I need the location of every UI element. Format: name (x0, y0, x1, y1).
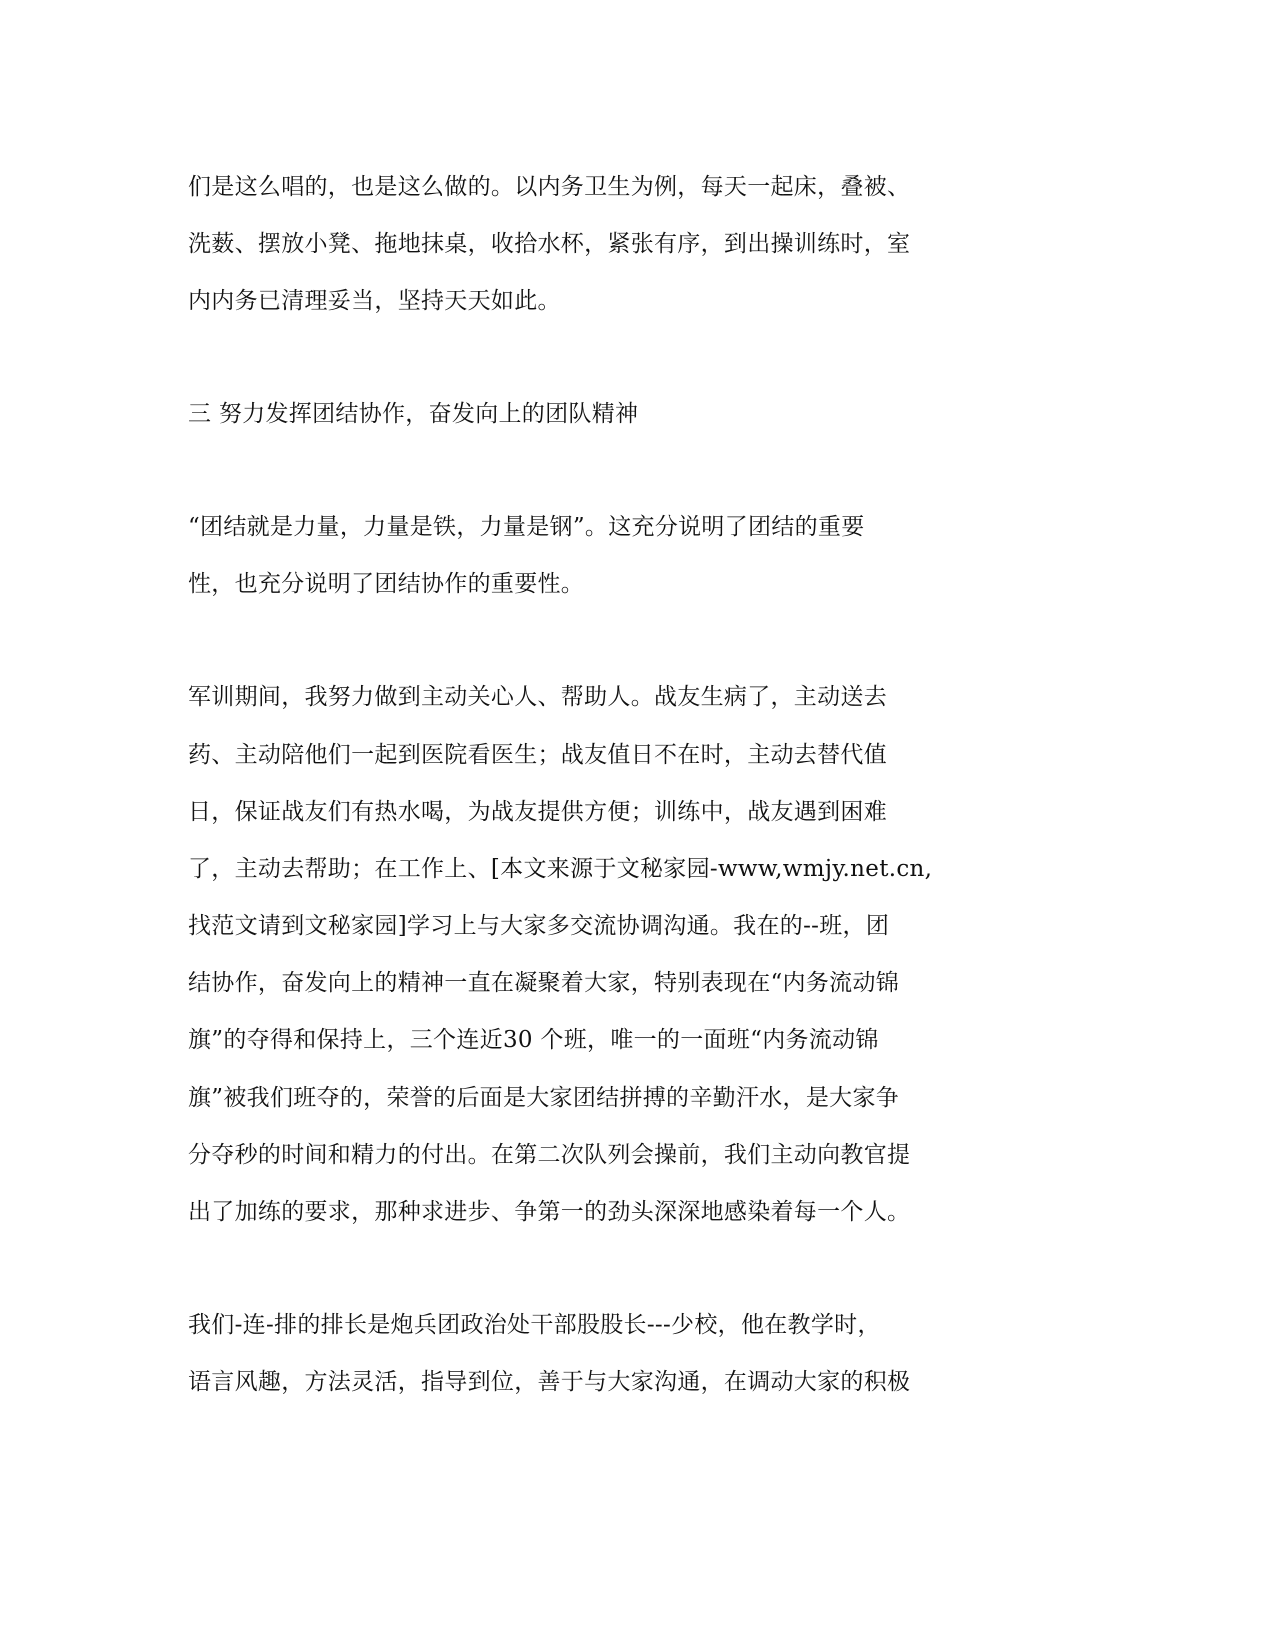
paragraph-3-line-5: 找范文请到文秘家园]学习上与大家多交流协调沟通。我在的--班，团 (188, 913, 890, 939)
paragraph-1-line-1: 们是这么唱的，也是这么做的。以内务卫生为例，每天一起床，叠被、 (188, 174, 911, 200)
paragraph-3-line-8: 旗”被我们班夺的，荣誉的后面是大家团结拼搏的辛勤汗水，是大家争 (188, 1085, 900, 1111)
paragraph-3-line-7: 旗”的夺得和保持上，三个连近30 个班，唯一的一面班“内务流动锦 (188, 1027, 879, 1053)
paragraph-2-line-2: 性，也充分说明了团结协作的重要性。 (188, 571, 585, 597)
paragraph-1-line-3: 内内务已清理妥当，坚持天天如此。 (188, 288, 561, 314)
paragraph-3-line-3: 日，保证战友们有热水喝，为战友提供方便；训练中，战友遇到困难 (188, 799, 887, 825)
paragraph-3-line-2: 药、主动陪他们一起到医院看医生；战友值日不在时，主动去替代值 (188, 742, 887, 768)
paragraph-2-line-1: “团结就是力量，力量是铁，力量是钢”。这充分说明了团结的重要 (188, 514, 865, 540)
paragraph-4-line-2: 语言风趣，方法灵活，指导到位，善于与大家沟通，在调动大家的积极 (188, 1369, 911, 1395)
paragraph-3-line-6: 结协作，奋发向上的精神一直在凝聚着大家，特别表现在“内务流动锦 (188, 970, 900, 996)
section-heading: 三 努力发挥团结协作，奋发向上的团队精神 (188, 401, 639, 427)
paragraph-4-line-1: 我们-连-排的排长是炮兵团政治处干部股股长---少校，他在教学时， (188, 1312, 881, 1338)
paragraph-1-line-2: 洗薮、摆放小凳、拖地抹桌，收拾水杯，紧张有序，到出操训练时，室 (188, 231, 911, 257)
paragraph-3-line-9: 分夺秒的时间和精力的付出。在第二次队列会操前，我们主动向教官提 (188, 1142, 911, 1168)
paragraph-3-line-4: 了，主动去帮助；在工作上、[本文来源于文秘家园-www,wmjy.net.cn, (188, 856, 933, 882)
paragraph-3-line-1: 军训期间，我努力做到主动关心人、帮助人。战友生病了，主动送去 (188, 684, 887, 710)
paragraph-3-line-10: 出了加练的要求，那种求进步、争第一的劲头深深地感染着每一个人。 (188, 1199, 911, 1225)
